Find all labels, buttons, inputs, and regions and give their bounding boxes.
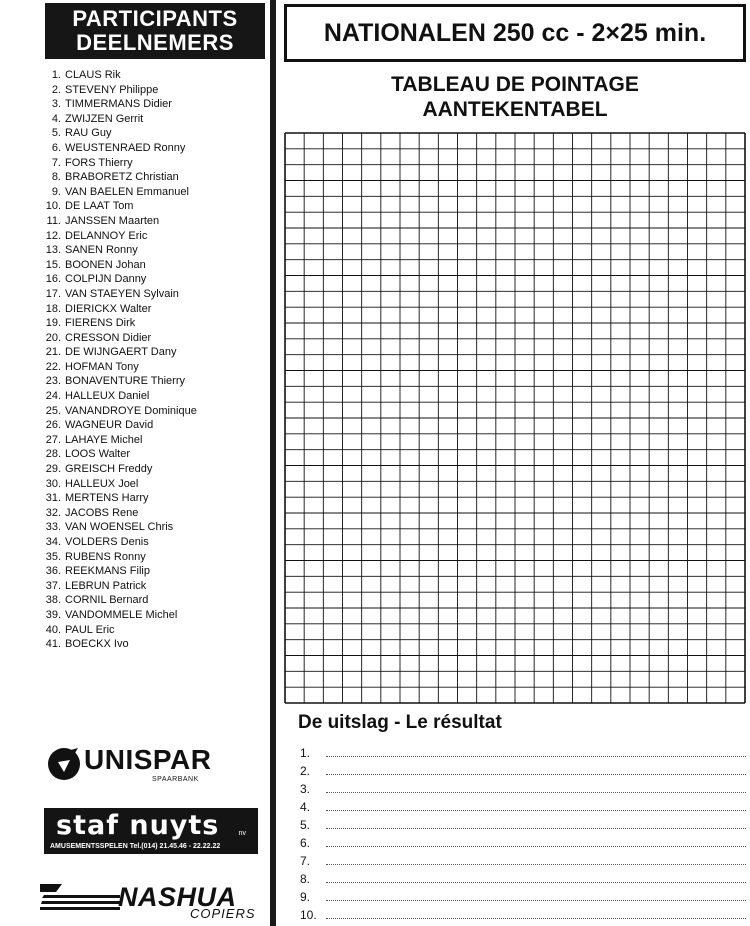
participant-name: ZWIJZEN Gerrit (65, 112, 144, 125)
result-line (300, 886, 746, 904)
participant-item (40, 126, 270, 141)
participant-number: 23. (45, 375, 61, 388)
nashua-name: NASHUA (118, 882, 237, 912)
participant-name: VOLDERS Denis (65, 536, 149, 548)
participant-item (40, 258, 270, 273)
participant-name: RUBENS Ronny (65, 550, 146, 563)
result-line-number: 8. (300, 872, 311, 886)
participant-number: 32. (45, 506, 61, 519)
participant-number: 31. (45, 492, 61, 505)
participant-number: 27. (45, 433, 61, 446)
race-title: NATIONALEN 250 cc - 2×25 min. (284, 4, 746, 62)
participant-name: CLAUS Rik (65, 69, 121, 81)
participant-number: 17. (45, 287, 61, 300)
result-line-number: 1. (300, 746, 311, 760)
participant-item (40, 156, 270, 171)
participant-item (40, 389, 270, 404)
participant-name: TIMMERMANS Didier (65, 98, 172, 111)
score-grid-svg (284, 132, 746, 704)
unispar-name: UNISPAR (84, 744, 212, 775)
participant-number: 36. (45, 565, 61, 578)
result-line-blank[interactable] (326, 819, 746, 829)
participant-number: 38. (45, 594, 61, 607)
participant-number: 11. (46, 214, 61, 227)
participant-name: VANANDROYE Dominique (65, 404, 197, 417)
participant-name: HALLEUX Joel (65, 477, 139, 490)
participant-name: VAN STAEYEN Sylvain (65, 287, 179, 300)
unispar-logo (44, 738, 224, 788)
participant-number: 24. (45, 390, 61, 403)
participant-number: 37. (45, 579, 61, 592)
participant-item (40, 637, 270, 652)
participant-item (40, 112, 270, 127)
participant-item (40, 287, 270, 302)
participant-item (40, 316, 270, 331)
participant-number: 21. (45, 346, 61, 359)
unispar-sub: SPAARBANK (152, 776, 199, 783)
result-line-blank[interactable] (326, 801, 746, 811)
participant-item (40, 433, 270, 448)
participant-number: 35. (45, 550, 61, 563)
participants-list (40, 68, 270, 652)
column-divider (270, 0, 276, 926)
result-line-blank[interactable] (326, 873, 746, 883)
result-line (300, 760, 746, 778)
result-line-blank[interactable] (326, 765, 746, 775)
participant-name: DE WIJNGAERT Dany (65, 346, 177, 359)
participant-name: RAU Guy (65, 127, 112, 140)
participant-item (40, 331, 270, 346)
participant-name: CRESSON Didier (65, 331, 152, 344)
participant-name: PAUL Eric (65, 623, 115, 636)
participant-item (40, 345, 270, 360)
participant-item (40, 214, 270, 229)
participant-item (40, 520, 270, 535)
participants-header-fr: PARTICIPANTS (72, 6, 238, 31)
participant-item (40, 170, 270, 185)
result-line-blank[interactable] (326, 909, 746, 919)
participant-name: COLPIJN Danny (65, 273, 147, 286)
participant-item (40, 141, 270, 156)
result-line-number: 4. (300, 800, 311, 814)
participant-item (40, 477, 270, 492)
participant-item (40, 360, 270, 375)
participant-number: 16. (45, 273, 61, 286)
participant-number: 2. (51, 83, 61, 96)
participant-item (40, 579, 270, 594)
score-table-title-fr: TABLEAU DE POINTAGE (391, 73, 639, 96)
participant-item (40, 243, 270, 258)
participant-number: 34. (45, 536, 61, 548)
participant-name: GREISCH Freddy (65, 463, 153, 476)
participant-item (40, 593, 270, 608)
participant-name: LOOS Walter (65, 448, 130, 461)
participant-item (40, 199, 270, 214)
participant-name: JANSSEN Maarten (65, 214, 160, 227)
participant-number: 19. (45, 317, 61, 330)
result-line (300, 796, 746, 814)
participant-name: DE LAAT Tom (65, 200, 134, 213)
participant-number: 4. (51, 112, 61, 125)
participant-number: 41. (45, 638, 61, 651)
participant-number: 22. (45, 360, 61, 373)
participant-item (40, 97, 270, 112)
staf-nuyts-contact: AMUSEMENTSSPELEN Tel.(014) 21.45.46 - 22.22.22 (50, 843, 221, 850)
result-line-blank[interactable] (326, 783, 746, 793)
participant-item (40, 462, 270, 477)
participant-name: LAHAYE Michel (65, 433, 143, 446)
participant-item (40, 272, 270, 287)
participant-name: HALLEUX Daniel (65, 390, 150, 403)
nashua-sub: COPIERS (190, 906, 256, 921)
participant-item (40, 506, 270, 521)
participant-item (40, 68, 270, 83)
result-line-number: 2. (300, 764, 311, 778)
participant-name: WAGNEUR David (65, 419, 154, 432)
participant-item (40, 623, 270, 638)
participant-name: BONAVENTURE Thierry (65, 375, 186, 388)
participant-number: 1. (51, 69, 61, 81)
participant-name: REEKMANS Filip (65, 565, 150, 578)
participant-number: 13. (45, 244, 61, 257)
result-line (300, 778, 746, 796)
participant-item (40, 83, 270, 98)
participant-name: WEUSTENRAED Ronny (65, 141, 186, 154)
result-line-blank[interactable] (326, 855, 746, 865)
participant-number: 15. (45, 258, 61, 271)
participant-name: SANEN Ronny (65, 244, 138, 257)
result-line-blank[interactable] (326, 837, 746, 847)
participant-name: JACOBS Rene (65, 506, 139, 519)
participant-number: 10. (45, 200, 61, 213)
participant-number: 40. (45, 623, 61, 636)
participant-name: HOFMAN Tony (65, 360, 139, 373)
result-line-number: 10. (300, 908, 317, 922)
participants-header (45, 3, 265, 59)
participants-header-nl: DEELNEMERS (76, 30, 234, 55)
result-line-number: 5. (300, 818, 311, 832)
score-table-title-nl: AANTEKENTABEL (422, 98, 608, 121)
participant-item (40, 418, 270, 433)
participant-number: 28. (45, 448, 61, 461)
score-grid (284, 132, 746, 704)
participant-number: 29. (45, 463, 61, 476)
participant-item (40, 535, 270, 550)
participant-name: FORS Thierry (65, 156, 133, 169)
result-line-number: 3. (300, 782, 311, 796)
unispar-emblem-icon (44, 742, 84, 782)
result-line (300, 814, 746, 832)
participant-number: 20. (45, 331, 61, 344)
result-line (300, 832, 746, 850)
participant-name: VAN BAELEN Emmanuel (65, 185, 189, 198)
participant-name: VAN WOENSEL Chris (65, 521, 174, 534)
participant-number: 9. (51, 185, 61, 198)
participant-number: 7. (51, 156, 61, 169)
participant-item (40, 564, 270, 579)
nashua-stripes-icon (40, 884, 120, 914)
participant-name: DELANNOY Eric (65, 229, 148, 242)
participant-item (40, 185, 270, 200)
participant-number: 33. (45, 521, 61, 534)
staf-nuyts-name: staf nuyts (56, 810, 220, 841)
participant-name: VANDOMMELE Michel (65, 608, 178, 621)
participant-name: BOECKX Ivo (65, 638, 129, 651)
result-line-blank[interactable] (326, 747, 746, 757)
participant-name: FIERENS Dirk (65, 317, 136, 330)
participant-name: BOONEN Johan (65, 258, 146, 271)
participant-item (40, 374, 270, 389)
participant-name: DIERICKX Walter (65, 302, 152, 315)
participant-number: 39. (45, 608, 61, 621)
participant-number: 30. (45, 477, 61, 490)
participant-number: 12. (45, 229, 61, 242)
participant-item (40, 491, 270, 506)
participant-name: STEVENY Philippe (65, 83, 159, 96)
result-line-blank[interactable] (326, 891, 746, 901)
participant-number: 3. (51, 98, 61, 111)
result-line (300, 868, 746, 886)
result-line (300, 850, 746, 868)
participant-number: 6. (51, 141, 61, 154)
participant-name: BRABORETZ Christian (65, 171, 179, 184)
participant-number: 5. (51, 127, 61, 140)
staf-nuyts-suffix: nv (238, 830, 246, 837)
participant-item (40, 447, 270, 462)
participant-number: 25. (45, 404, 61, 417)
result-line (300, 742, 746, 760)
result-line-number: 9. (300, 890, 311, 904)
result-line-number: 6. (300, 836, 311, 850)
participant-item (40, 608, 270, 623)
result-lines (300, 742, 746, 922)
participant-number: 18. (45, 302, 61, 315)
participant-item (40, 229, 270, 244)
staf-nuyts-logo (44, 808, 258, 854)
participant-item (40, 302, 270, 317)
result-line (300, 904, 746, 922)
participant-number: 8. (51, 171, 61, 184)
score-table-title (284, 72, 746, 122)
participant-name: CORNIL Bernard (65, 594, 149, 607)
participant-item (40, 550, 270, 565)
participant-name: LEBRUN Patrick (65, 579, 147, 592)
nashua-logo (40, 882, 260, 922)
participant-name: MERTENS Harry (65, 492, 149, 505)
result-line-number: 7. (300, 854, 311, 868)
participant-item (40, 404, 270, 419)
result-title: De uitslag - Le résultat (298, 712, 502, 733)
participant-number: 26. (45, 419, 61, 432)
